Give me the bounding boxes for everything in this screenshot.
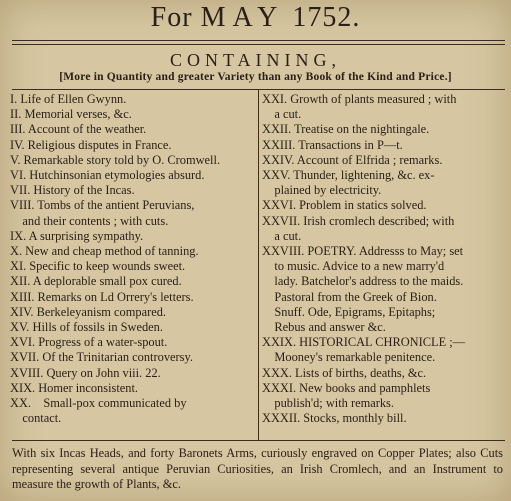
contents-entry: VI. Hutchinsonian etymologies absurd. bbox=[10, 168, 205, 183]
contents-entry: XXIX. HISTORICAL CHRONICLE ;— bbox=[262, 335, 466, 350]
contents-entry: VII. History of the Incas. bbox=[10, 183, 135, 198]
contents-entry: XXVI. Problem in statics solved. bbox=[262, 198, 427, 213]
contents-entry: II. Memorial verses, &c. bbox=[10, 107, 132, 122]
title-year: 1752. bbox=[292, 2, 361, 33]
contents-right-column bbox=[262, 92, 506, 426]
top-rule-double bbox=[12, 44, 505, 45]
contents-entry: XXI. Growth of plants measured ; with bbox=[262, 92, 457, 106]
contents-entry: XXX. Lists of births, deaths, &c. bbox=[262, 365, 427, 380]
contents-entry: Mooney's remarkable penitence. bbox=[262, 350, 436, 365]
contents-entry: a cut. bbox=[262, 107, 302, 122]
contents-entry: I. Life of Ellen Gwynn. bbox=[10, 92, 127, 106]
contents-entry: XIV. Berkeleyanism compared. bbox=[10, 304, 166, 319]
contents-entry: XXXII. Stocks, monthly bill. bbox=[262, 411, 407, 426]
contents-entry: Pastoral from the Greek of Bion. bbox=[262, 289, 437, 304]
column-divider bbox=[258, 90, 259, 440]
contents-entry: lady. Batchelor's address to the maids. bbox=[262, 274, 464, 289]
contents-entry: XXVIII. POETRY. Addresss to May; set bbox=[262, 244, 464, 259]
contents-entry: IV. Religious disputes in France. bbox=[10, 137, 172, 152]
contents-entry: XX. Small-pox communicated by bbox=[10, 396, 187, 411]
title-prefix: For bbox=[150, 2, 193, 33]
contents-entry: XVIII. Query on John viii. 22. bbox=[10, 365, 161, 380]
contents-entry: XVII. Of the Trinitarian controversy. bbox=[10, 350, 193, 365]
contents-entry: XXVII. Irish cromlech described; with bbox=[262, 213, 455, 228]
contents-entry: XI. Specific to keep wounds sweet. bbox=[10, 259, 186, 274]
contents-entry: XVI. Progress of a water-spout. bbox=[10, 335, 168, 350]
contents-entry: Rebus and answer &c. bbox=[262, 320, 386, 335]
title-month: MAY bbox=[200, 2, 285, 33]
contents-entry: XXIII. Transactions in P—t. bbox=[262, 137, 403, 152]
contents-entry: V. Remarkable story told by O. Cromwell. bbox=[10, 152, 221, 167]
contents-entry: XIX. Homer inconsistent. bbox=[10, 380, 139, 395]
plates-note: With six Incas Heads, and forty Baronets Arms, curiously engraved on Copper Plates; also Cuts representing several antique Peruvian Curiosities, an Irish Cromlech, and an Instrument to measure the growth of Plants, &c. bbox=[12, 446, 503, 492]
contents-entry: XXII. Treatise on the nightingale. bbox=[262, 122, 430, 137]
contents-entry: III. Account of the weather. bbox=[10, 122, 147, 137]
contents-entry: and their contents ; with cuts. bbox=[10, 213, 169, 228]
containing-heading: CONTAINING, bbox=[169, 50, 342, 70]
contents-entry: a cut. bbox=[262, 228, 302, 243]
contents-entry: XXIV. Account of Elfrida ; remarks. bbox=[262, 152, 443, 167]
contents-entry: XXV. Thunder, lightening, &c. ex- bbox=[262, 168, 435, 183]
contents-entry: VIII. Tombs of the antient Peruvians, bbox=[10, 198, 195, 213]
top-rule bbox=[12, 40, 505, 41]
contents-entry: XXXI. New books and pamphlets bbox=[262, 380, 431, 395]
page-title bbox=[0, 2, 511, 34]
contents-entry: Snuff. Ode, Epigrams, Epitaphs; bbox=[262, 304, 436, 319]
footer-rule bbox=[12, 440, 505, 441]
contents-entry: IX. A surprising sympathy. bbox=[10, 228, 144, 243]
contents-left-column bbox=[10, 92, 256, 426]
contents-subtitle: [More in Quantity and greater Variety than any Book of the Kind and Price.] bbox=[59, 71, 452, 83]
contents-entry: XV. Hills of fossils in Sweden. bbox=[10, 320, 163, 335]
contents-entry: plained by electricity. bbox=[262, 183, 382, 198]
contents-entry: XIII. Remarks on Ld Orrery's letters. bbox=[10, 289, 194, 304]
contents-entry: XII. A deplorable small pox cured. bbox=[10, 274, 182, 289]
contents-entry: to music. Advice to a new marry'd bbox=[262, 259, 445, 274]
contents-entry: contact. bbox=[10, 411, 62, 426]
contents-entry: X. New and cheap method of tanning. bbox=[10, 244, 199, 259]
contents-entry: publish'd; with remarks. bbox=[262, 396, 394, 411]
